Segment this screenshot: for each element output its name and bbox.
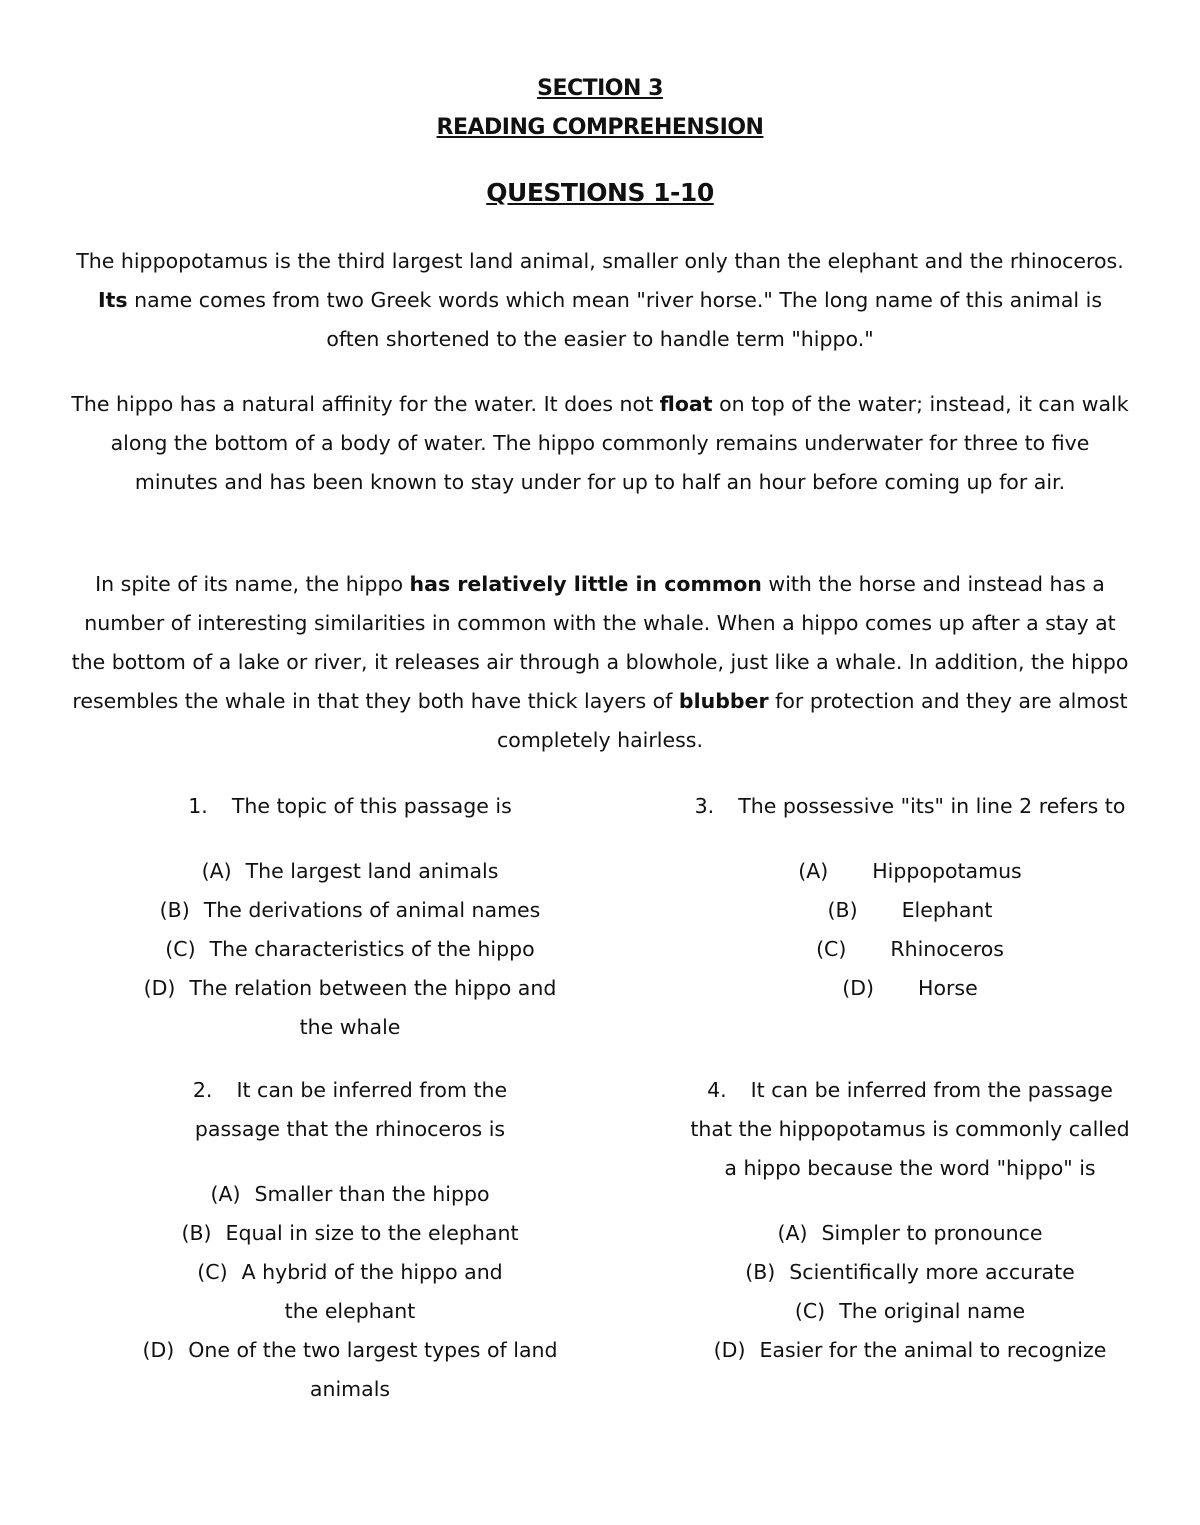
option-label: (A): [777, 1221, 808, 1245]
bold-term: has relatively little in common: [409, 572, 762, 596]
passage-paragraph-2: [70, 385, 1130, 502]
option-label: (A): [201, 859, 232, 883]
answer-options: [640, 1214, 1180, 1370]
option-text: The derivations of animal names: [203, 898, 541, 922]
answer-option-a[interactable]: [640, 1214, 1180, 1253]
answer-options: [650, 852, 1170, 1008]
question-number: 2.: [192, 1078, 213, 1102]
answer-option-d[interactable]: [650, 969, 1170, 1008]
option-text: A hybrid of the hippo and the elephant: [241, 1260, 503, 1323]
answer-option-b[interactable]: [90, 891, 610, 930]
paragraph-text: name comes from two Greek words which mean "river horse." The long name of this animal is often shortened to the easier to handle term "hippo.": [127, 288, 1103, 351]
question-text: The topic of this passage is: [231, 794, 512, 818]
option-label: (B): [159, 898, 190, 922]
option-text: Simpler to pronounce: [821, 1221, 1043, 1245]
questions-range-heading: QUESTIONS 1-10: [486, 178, 714, 207]
option-label: (C): [165, 937, 196, 961]
answer-option-c[interactable]: [70, 1253, 630, 1331]
option-text: The original name: [839, 1299, 1026, 1323]
option-label: (B): [181, 1221, 212, 1245]
question-text: It can be inferred from the passage that the rhinoceros is: [194, 1078, 508, 1141]
question-stem: [650, 787, 1170, 826]
option-text: The relation between the hippo and the whale: [189, 976, 557, 1039]
option-label: (D): [143, 976, 176, 1000]
option-text: Equal in size to the elephant: [225, 1221, 519, 1245]
answer-option-a[interactable]: [70, 1175, 630, 1214]
option-text: Elephant: [901, 898, 993, 922]
question-1: [90, 787, 610, 1047]
bold-term: Its: [97, 288, 128, 312]
passage-paragraph-1: [70, 242, 1130, 359]
question-4: [640, 1071, 1180, 1370]
answer-option-c[interactable]: [650, 930, 1170, 969]
paragraph-text: with the horse and instead has a number of interesting similarities in common with the whale. When a hippo comes up after a stay at the bottom of a lake or river, it releases air through a blowhole, just like a whale. In addition, the hippo resembles the whale in that they both have thick layers of: [71, 572, 1129, 713]
bold-term: float: [659, 392, 713, 416]
option-text: The characteristics of the hippo: [209, 937, 535, 961]
section-subtitle: READING COMPREHENSION: [436, 115, 764, 140]
answer-options: [70, 1175, 630, 1409]
option-label: (D): [842, 976, 875, 1000]
answer-option-c[interactable]: [640, 1292, 1180, 1331]
option-label: (A): [210, 1182, 241, 1206]
option-text: Hippopotamus: [872, 859, 1022, 883]
section-heading: SECTION 3: [537, 76, 663, 101]
option-label: (C): [816, 937, 847, 961]
answer-option-d[interactable]: [640, 1331, 1180, 1370]
passage-paragraph-3: [70, 565, 1130, 760]
option-text: Easier for the animal to recognize: [759, 1338, 1107, 1362]
paragraph-text: for protection and they are almost completely hairless.: [497, 689, 1128, 752]
paragraph-text: The hippo has a natural affinity for the water. It does not: [71, 392, 660, 416]
option-label: (B): [745, 1260, 776, 1284]
answer-option-a[interactable]: [650, 852, 1170, 891]
question-3: [650, 787, 1170, 1008]
answer-option-d[interactable]: [90, 969, 610, 1047]
option-label: (C): [794, 1299, 826, 1323]
question-stem: [90, 787, 610, 826]
question-number: 1.: [188, 794, 208, 818]
question-stem: [70, 1071, 630, 1149]
option-text: Smaller than the hippo: [254, 1182, 490, 1206]
question-number: 4.: [707, 1078, 727, 1102]
option-label: (A): [798, 859, 829, 883]
option-label: (C): [197, 1260, 228, 1284]
answer-option-a[interactable]: [90, 852, 610, 891]
paragraph-text: The hippopotamus is the third largest land animal, smaller only than the elephant and the rhinoceros.: [76, 249, 1124, 273]
bold-term: blubber: [678, 689, 769, 713]
answer-option-d[interactable]: [70, 1331, 630, 1409]
option-text: Scientifically more accurate: [789, 1260, 1075, 1284]
answer-option-b[interactable]: [70, 1214, 630, 1253]
answer-option-c[interactable]: [90, 930, 610, 969]
option-text: Horse: [918, 976, 978, 1000]
question-stem: [640, 1071, 1180, 1188]
answer-option-b[interactable]: [650, 891, 1170, 930]
option-text: Rhinoceros: [890, 937, 1004, 961]
option-label: (B): [827, 898, 858, 922]
option-text: One of the two largest types of land animals: [188, 1338, 558, 1401]
paragraph-text: on top of the water; instead, it can walk along the bottom of a body of water. The hippo commonly remains underwater for three to five minutes and has been known to stay under for up to half an hour before coming up for air.: [110, 392, 1129, 494]
question-text: The possessive "its" in line 2 refers to: [738, 794, 1126, 818]
question-number: 3.: [694, 794, 715, 818]
answer-options: [90, 852, 610, 1047]
question-2: [70, 1071, 630, 1409]
question-text: It can be inferred from the passage that the hippopotamus is commonly called a hippo because the word "hippo" is: [690, 1078, 1130, 1180]
answer-option-b[interactable]: [640, 1253, 1180, 1292]
option-label: (D): [142, 1338, 175, 1362]
option-label: (D): [713, 1338, 746, 1362]
option-text: The largest land animals: [245, 859, 499, 883]
paragraph-text: In spite of its name, the hippo: [95, 572, 410, 596]
